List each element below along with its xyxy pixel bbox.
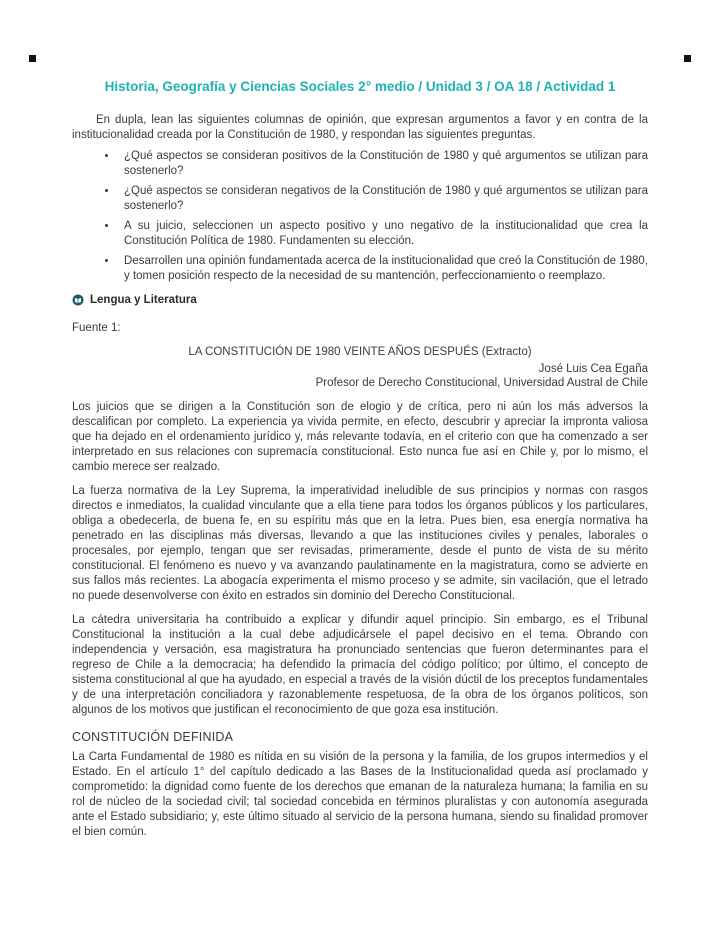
list-item: • ¿Qué aspectos se consideran positivos de la Constitución de 1980 y qué argumentos se utilizan para sostenerlo? bbox=[118, 149, 648, 179]
list-item: • ¿Qué aspectos se consideran negativos de la Constitución de 1980 y qué argumentos se utilizan para sostenerlo? bbox=[118, 184, 648, 214]
crop-mark-right bbox=[684, 55, 691, 62]
author-name: José Luis Cea Egaña bbox=[538, 362, 648, 375]
author-block bbox=[72, 362, 648, 390]
list-item: • Desarrollen una opinión fundamentada acerca de la institucionalidad que creó la Constitución de 1980, y tomen posición respecto de la necesidad de su mantención, perfeccionamiento o reemplazo. bbox=[118, 254, 648, 284]
final-paragraph: La Carta Fundamental de 1980 es nítida en su visión de la persona y la familia, de los grupos intermedios y el Estado. En el artículo 1° del capítulo dedicado a las Bases de la Institucionalidad queda así proclamado y comprometido: la dignidad como fuente de los derechos que emanan de la naturaleza humana; la familia en su rol de núcleo de la sociedad civil; tal sociedad concebida en términos pluralistas y con autonomía asegurada ante el Estado subsidiario; y, este último situado al servicio de la persona humana, siendo su finalidad promover el bien común. bbox=[72, 750, 648, 838]
section-heading: CONSTITUCIÓN DEFINIDA bbox=[72, 729, 234, 744]
source-label: Fuente 1: bbox=[72, 322, 121, 334]
paragraph: La fuerza normativa de la Ley Suprema, la imperatividad ineludible de sus principios y normas con rasgos directos e inmediatos, la cualidad vinculante que a ella tiene para todos los órganos públicos y los particulares, obliga a obedecerla, de buena fe, en su espíritu más que en la letra. Pues bien, esa energía normativa ha penetrado en las disciplinas más diversas, llevando a que las instituciones civiles y penales, laborales o procesales, por ejemplo, tengan que ser revisadas, primeramente, desde el punto de vista de su mérito constitucional. El fenómeno es nuevo y va avanzando paulatinamente en la magistratura, como se advierte en sus fallos más recientes. La abogacía experimenta el mismo proceso y se admite, sin vacilación, que el letrado no puede desenvolverse con éxito en estrados sin dominio del Derecho Constitucional. bbox=[72, 484, 648, 602]
paragraph: La cátedra universitaria ha contribuido a explicar y difundir aquel principio. Sin embargo, es el Tribunal Constitucional la institución a la cual debe adjudicársele el papel decisivo en el tema. Obrando con independencia y versación, esa magistratura ha pronunciado sentencias que fueron determinantes para el regreso de Chile a la democracia; ha defendido la primacía del código político; por último, el concepto de sistema constitucional al que ha ayudado, en especial a través de la visión dúctil de los preceptos fundamentales y de una interpretación conciliadora y razonablemente respetuosa, de la obra de los órganos políticos, son algunos de los motivos que justifican el reconocimiento de que goza esa institución. bbox=[72, 613, 648, 716]
author-role: Profesor de Derecho Constitucional, Universidad Austral de Chile bbox=[315, 376, 648, 389]
intro-paragraph: En dupla, lean las siguientes columnas de opinión, que expresan argumentos a favor y en contra de la institucionalidad creada por la Constitución de 1980, y respondan las siguientes preguntas. bbox=[72, 114, 648, 141]
subject-link-row bbox=[72, 294, 648, 306]
source-title: LA CONSTITUCIÓN DE 1980 VEINTE AÑOS DESPUÉS (Extracto) bbox=[188, 345, 532, 358]
crop-mark-left bbox=[29, 55, 36, 62]
question-list bbox=[72, 149, 648, 284]
lengua-literatura-icon bbox=[72, 294, 84, 306]
page-title: Historia, Geografía y Ciencias Sociales 2° medio / Unidad 3 / OA 18 / Actividad 1 bbox=[104, 79, 616, 94]
paragraph: Los juicios que se dirigen a la Constitución son de elogio y de crítica, pero ni aún los más adversos la descalifican por completo. La experiencia ya vivida permite, en efecto, descubrir y apreciar la impronta valiosa que ha dejado en el ordenamiento jurídico y, más relevante todavía, en el criterio con que ha comenzado a ser interpretado en sus relaciones con supremacía constitucional. Esto nunca fue así en Chile y, por lo mismo, el cambio merece ser realzado. bbox=[72, 400, 648, 473]
subject-link-label: Lengua y Literatura bbox=[90, 294, 197, 306]
list-item: • A su juicio, seleccionen un aspecto positivo y uno negativo de la institucionalidad que crea la Constitución Política de 1980. Fundamenten su elección. bbox=[118, 219, 648, 249]
